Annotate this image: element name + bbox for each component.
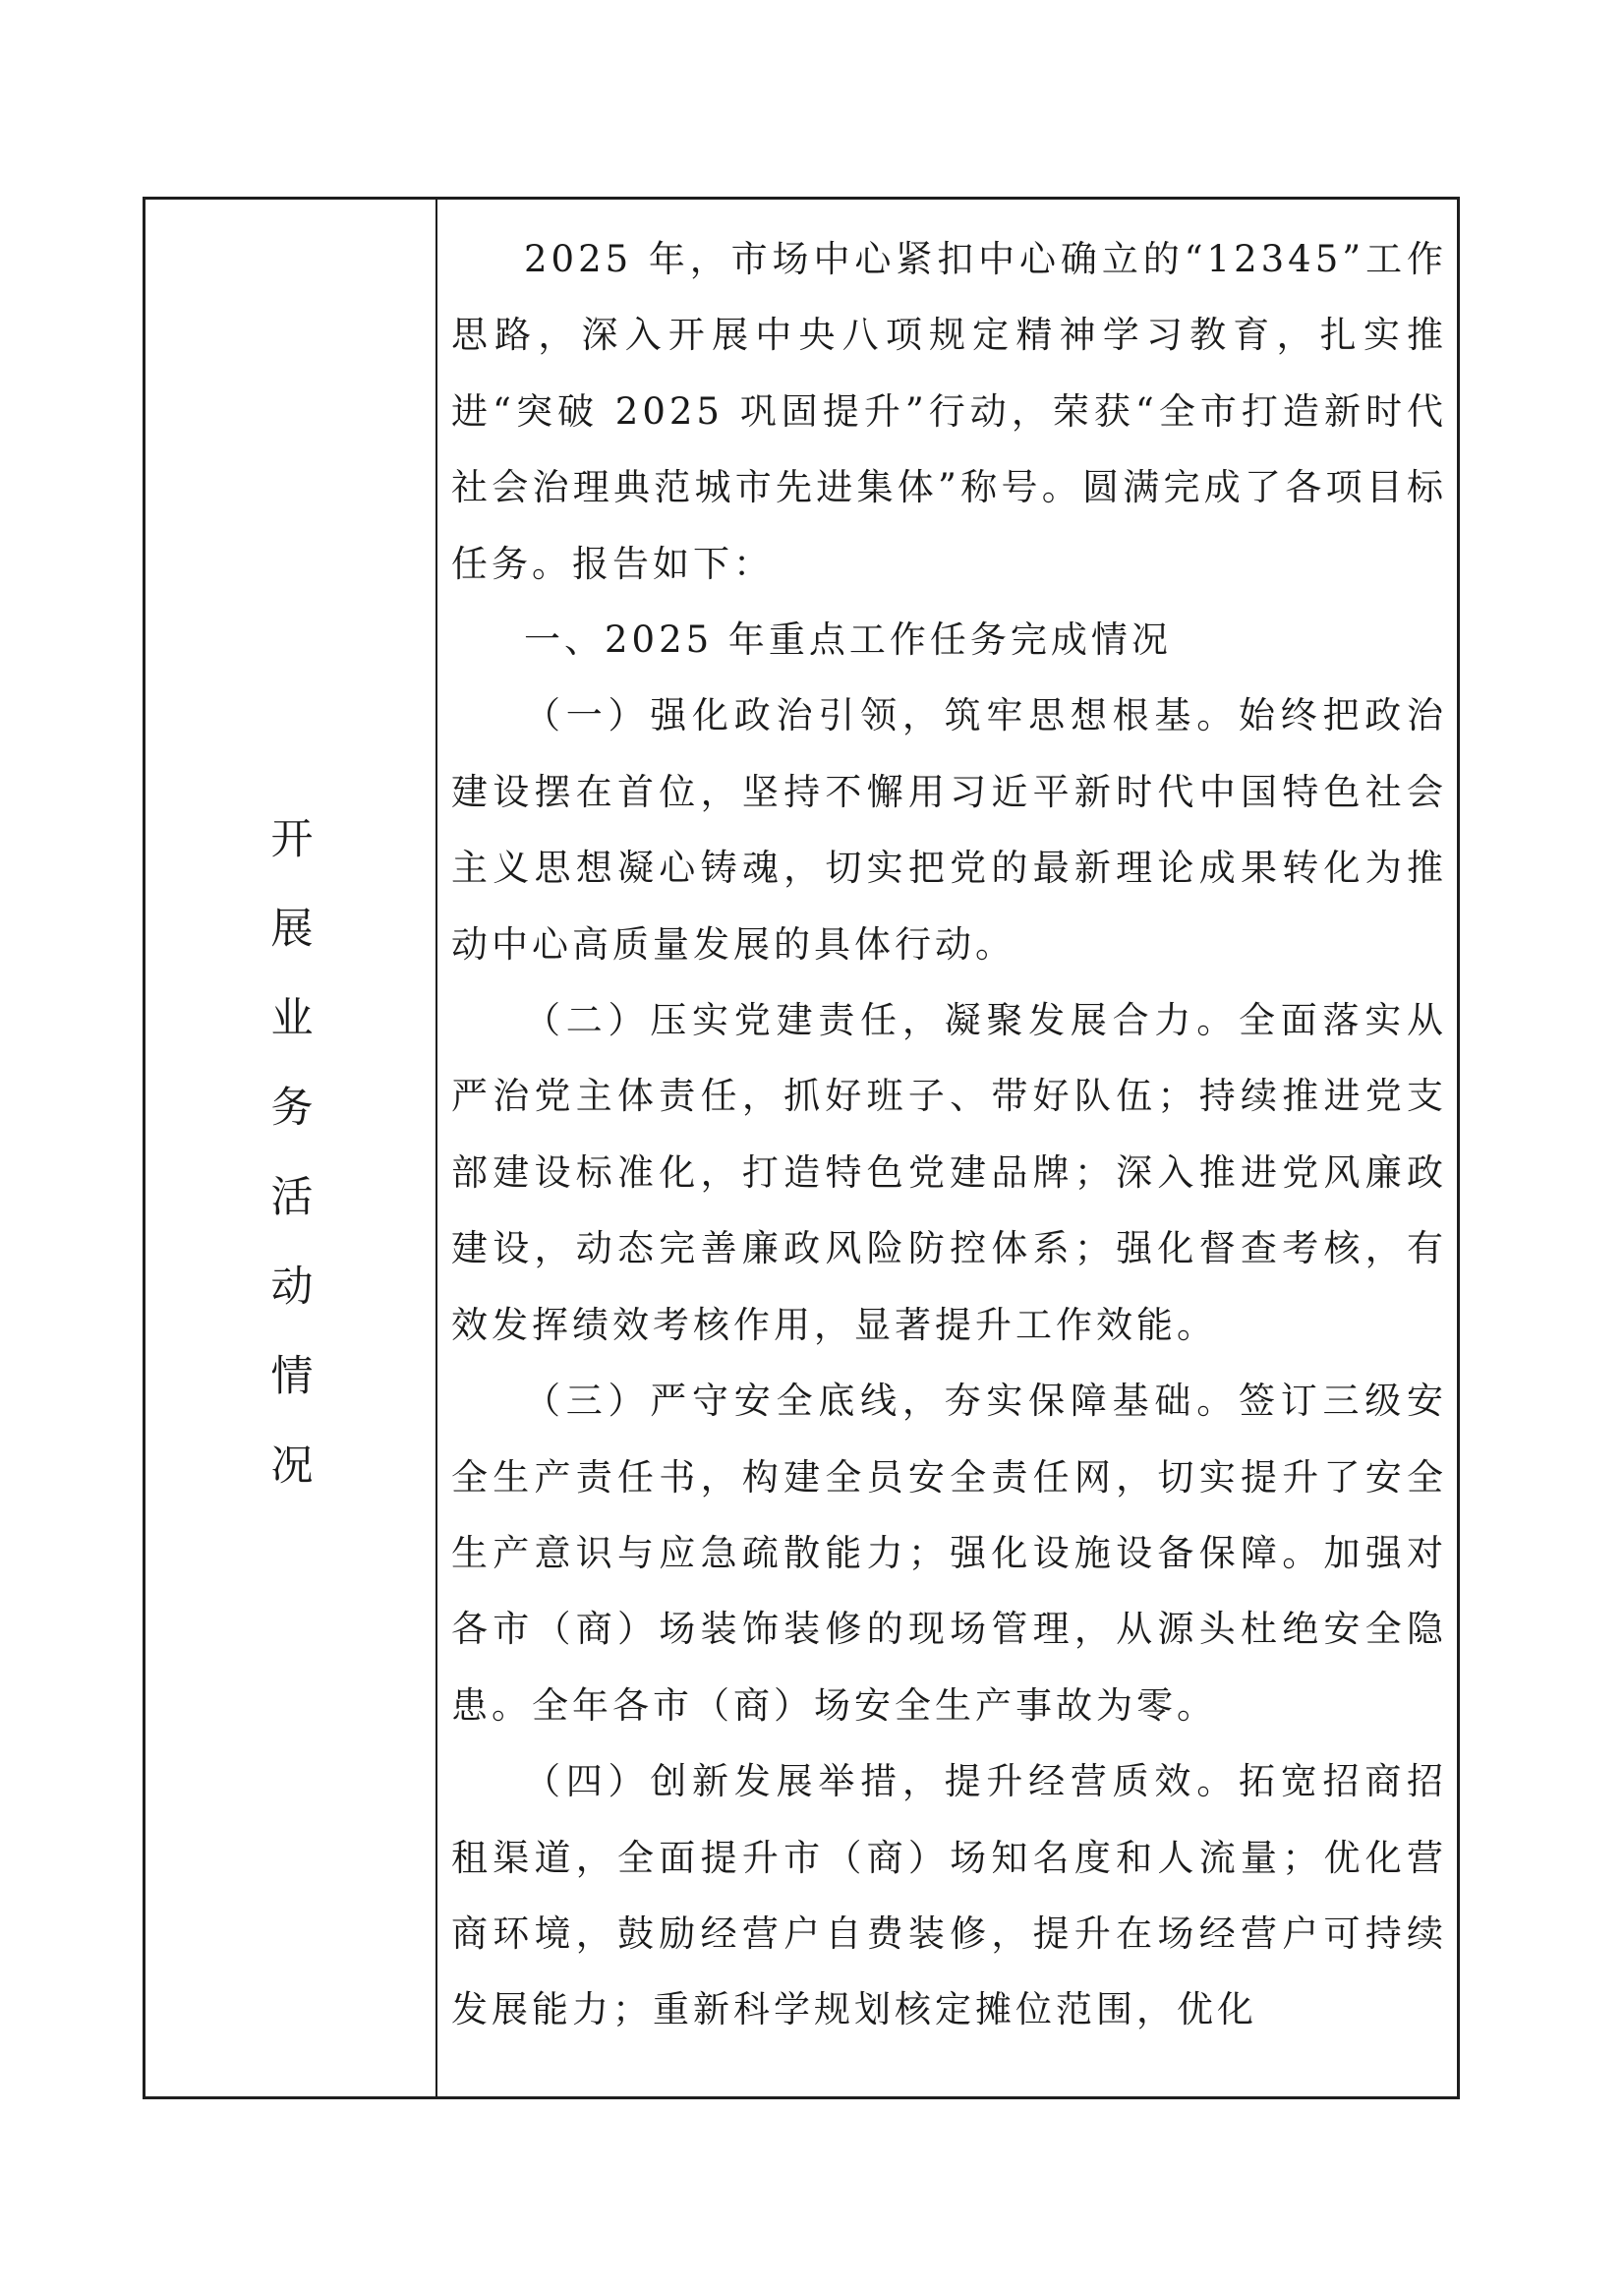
report-table	[143, 197, 1460, 2099]
item-paragraph-1: （一）强化政治引领，筑牢思想根基。始终把政治建设摆在首位，坚持不懈用习近平新时代中国特色社会主义思想凝心铸魂，切实把党的最新理论成果转化为推动中心高质量发展的具体行动。	[451, 694, 1447, 966]
section-label-char: 动	[270, 1262, 314, 1312]
section-label-char: 情	[270, 1351, 314, 1401]
section-label-char: 业	[270, 993, 314, 1043]
item-paragraph-4: （四）创新发展举措，提升经营质效。拓宽招商招租渠道，全面提升市（商）场知名度和人流量；优化营商环境，鼓励经营户自费装修，提升在场经营户可持续发展能力；重新科学规划核定摊位范围，优化	[451, 1760, 1447, 2031]
section-label-char: 展	[270, 904, 314, 954]
section-label-cell	[145, 200, 437, 2096]
section-label-char: 开	[270, 814, 314, 864]
content-cell	[437, 200, 1457, 2096]
section-label-char: 况	[270, 1441, 314, 1491]
item-paragraph-2: （二）压实党建责任，凝聚发展合力。全面落实从严治党主体责任，抓好班子、带好队伍；持续推进党支部建设标准化，打造特色党建品牌；深入推进党风廉政建设，动态完善廉政风险防控体系；强化督查考核，有效发挥绩效考核作用，显著提升工作效能。	[451, 999, 1447, 1346]
section-label-char: 活	[270, 1172, 314, 1222]
intro-paragraph: 2025 年，市场中心紧扣中心确立的“12345”工作思路，深入开展中央八项规定精神学习教育，扎实推进“突破 2025 巩固提升”行动，荣获“全市打造新时代社会治理典范城市先进集体”称号。圆满完成了各项目标任务。报告如下：	[451, 238, 1447, 585]
section-heading: 一、2025 年重点工作任务完成情况	[524, 618, 1172, 662]
item-paragraph-3: （三）严守安全底线，夯实保障基础。签订三级安全生产责任书，构建全员安全责任网，切实提升了安全生产意识与应急疏散能力；强化设施设备保障。加强对各市（商）场装饰装修的现场管理，从源头杜绝安全隐患。全年各市（商）场安全生产事故为零。	[451, 1380, 1447, 1727]
section-label-char: 务	[270, 1083, 314, 1133]
